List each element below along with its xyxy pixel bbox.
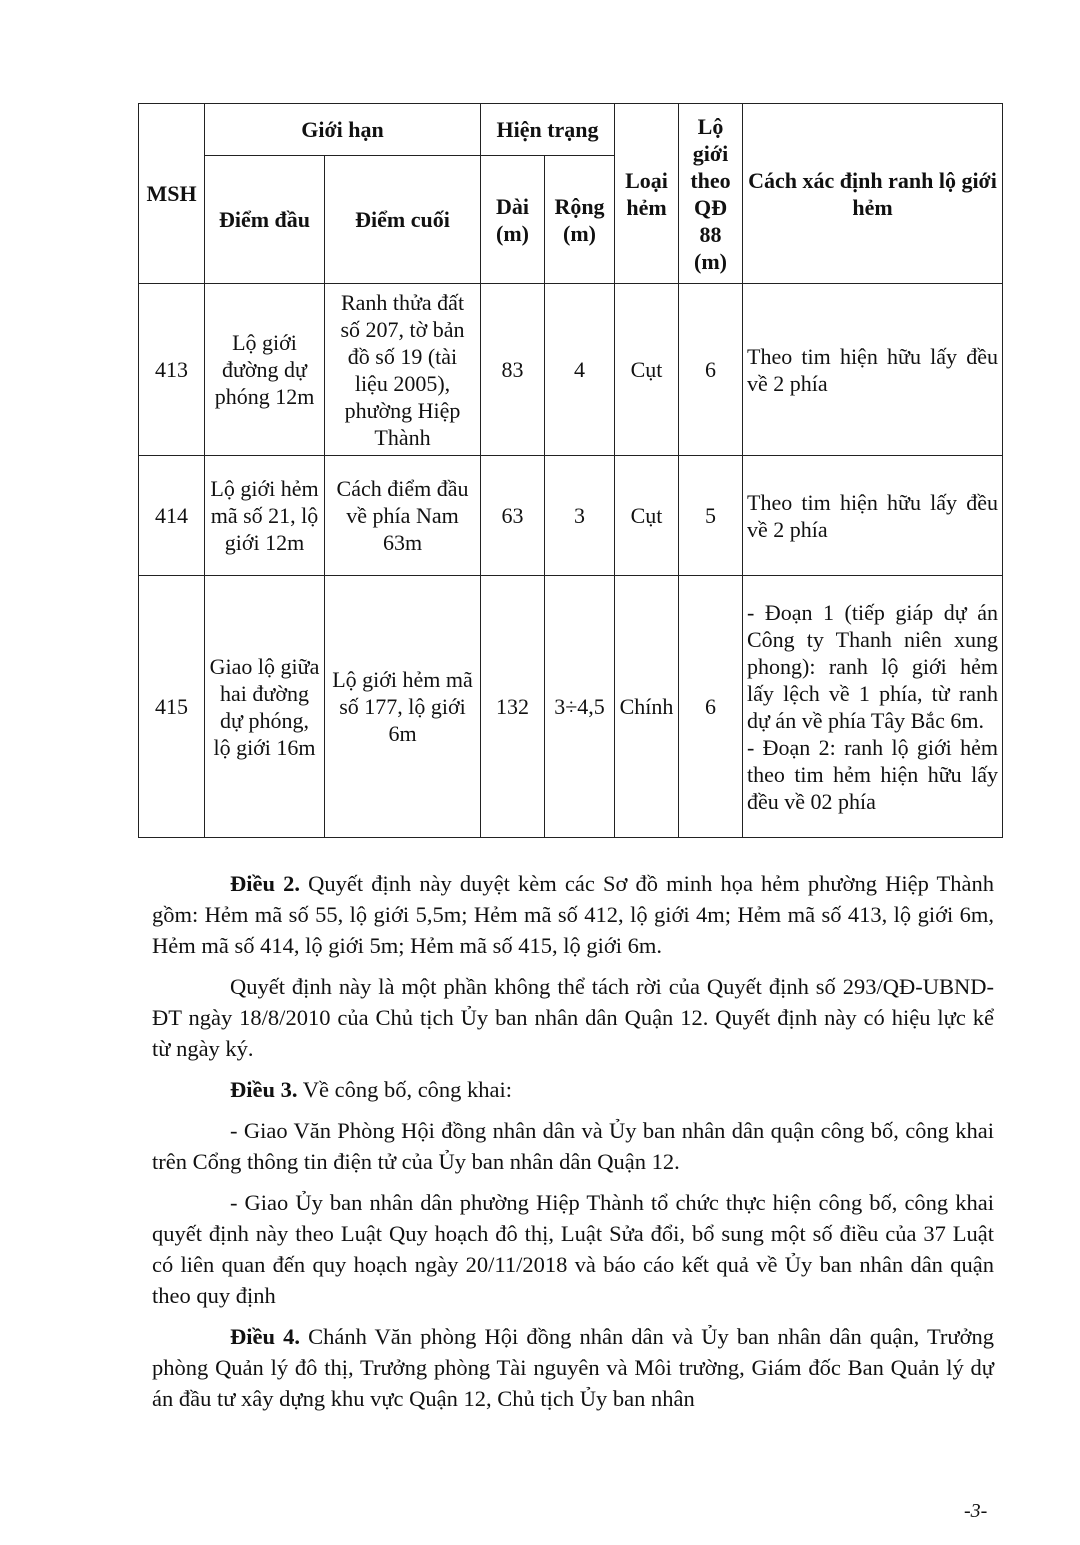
article-3 [152,1074,994,1105]
cell-diem-cuoi: Lộ giới hẻm mã số 177, lộ giới 6m [325,576,481,838]
cell-diem-cuoi: Cách điểm đầu về phía Nam 63m [325,456,481,576]
cell-dai: 83 [481,284,545,456]
header-lo-gioi: Lộ giới theo QĐ 88 (m) [679,104,743,284]
method-line: Theo tim hiện hữu lấy đều về 2 phía [747,343,998,396]
cell-lo-gioi: 5 [679,456,743,576]
paragraph: - Giao Văn Phòng Hội đồng nhân dân và Ủy ban nhân dân quận công bố, công khai trên Cổng thông tin điện tử của Ủy ban nhân dân Quận 12. [152,1118,994,1174]
cell-dai: 132 [481,576,545,838]
cell-dai: 63 [481,456,545,576]
method-line: - Đoạn 1 (tiếp giáp dự án Công ty Thanh niên xung phong): ranh lộ giới hẻm lấy lệch về 1 phía, từ ranh dự án về phía Tây Bắc 6m. [747,599,998,733]
cell-msh: 413 [139,284,205,456]
lane-table [138,103,1003,838]
table-row [139,284,1003,456]
header-loai-hem: Loại hẻm [615,104,679,284]
article-3-text: Về công bố, công khai: [297,1077,513,1102]
article-2-label: Điều 2. [230,871,300,896]
cell-diem-dau: Lộ giới đường dự phóng 12m [205,284,325,456]
paragraph: - Giao Ủy ban nhân dân phường Hiệp Thành tổ chức thực hiện công bố, công khai quyết định này theo Luật Quy hoạch đô thị, Luật Sửa đổi, bổ sung một số điều của 37 Luật có liên quan đến quy hoạch ngày 20/11/2018 và báo cáo kết quả về Ủy ban nhân dân quận theo quy định [152,1190,994,1308]
article-3-label: Điều 3. [230,1077,298,1102]
cell-msh: 415 [139,576,205,838]
method-line: - Đoạn 2: ranh lộ giới hẻm theo tim hẻm hiện hữu lấy đều về 02 phía [747,734,998,814]
body-text [152,868,994,1424]
cell-rong: 4 [545,284,615,456]
header-cach-xac-dinh: Cách xác định ranh lộ giới hẻm [743,104,1003,284]
cell-loai: Cụt [615,284,679,456]
header-msh: MSH [139,104,205,284]
header-dai: Dài (m) [481,156,545,284]
cell-lo-gioi: 6 [679,284,743,456]
table-row [139,576,1003,838]
cell-diem-cuoi: Ranh thửa đất số 207, tờ bản đồ số 19 (tài liệu 2005), phường Hiệp Thành [325,284,481,456]
article-4 [152,1321,994,1414]
paragraph: Quyết định này là một phần không thể tách rời của Quyết định số 293/QĐ-UBND-ĐT ngày 18/8/2010 của Chủ tịch Ủy ban nhân dân Quận 12. Quyết định này có hiệu lực kể từ ngày ký. [152,974,994,1061]
cell-lo-gioi: 6 [679,576,743,838]
cell-method [743,576,1003,838]
cell-msh: 414 [139,456,205,576]
method-line: Theo tim hiện hữu lấy đều về 2 phía [747,489,998,542]
cell-loai: Chính [615,576,679,838]
article-2-text: Quyết định này duyệt kèm các Sơ đồ minh họa hẻm phường Hiệp Thành gồm: Hẻm mã số 55, lộ giới 5,5m; Hẻm mã số 412, lộ giới 4m; Hẻm mã số 413, lộ giới 6m, Hẻm mã số 414, lộ giới 5m; Hẻm mã số 415, lộ giới 6m. [152,871,995,958]
cell-method [743,456,1003,576]
cell-method [743,284,1003,456]
article-2 [152,868,994,961]
header-hien-trang: Hiện trạng [481,104,615,156]
cell-rong: 3 [545,456,615,576]
article-4-text: Chánh Văn phòng Hội đồng nhân dân và Ủy ban nhân dân quận, Trưởng phòng Quản lý đô thị, Trưởng phòng Tài nguyên và Môi trường, Giám đốc Ban Quản lý dự án đầu tư xây dựng khu vực Quận 12, Chủ tịch Ủy ban nhân [152,1324,994,1411]
article-4-label: Điều 4. [230,1324,300,1349]
cell-rong: 3÷4,5 [545,576,615,838]
header-rong: Rộng (m) [545,156,615,284]
header-diem-dau: Điểm đầu [205,156,325,284]
cell-diem-dau: Giao lộ giữa hai đường dự phóng, lộ giới 16m [205,576,325,838]
header-gioi-han: Giới hạn [205,104,481,156]
header-diem-cuoi: Điểm cuối [325,156,481,284]
page-number: -3- [964,1500,988,1522]
table-row [139,456,1003,576]
cell-diem-dau: Lộ giới hẻm mã số 21, lộ giới 12m [205,456,325,576]
cell-loai: Cụt [615,456,679,576]
